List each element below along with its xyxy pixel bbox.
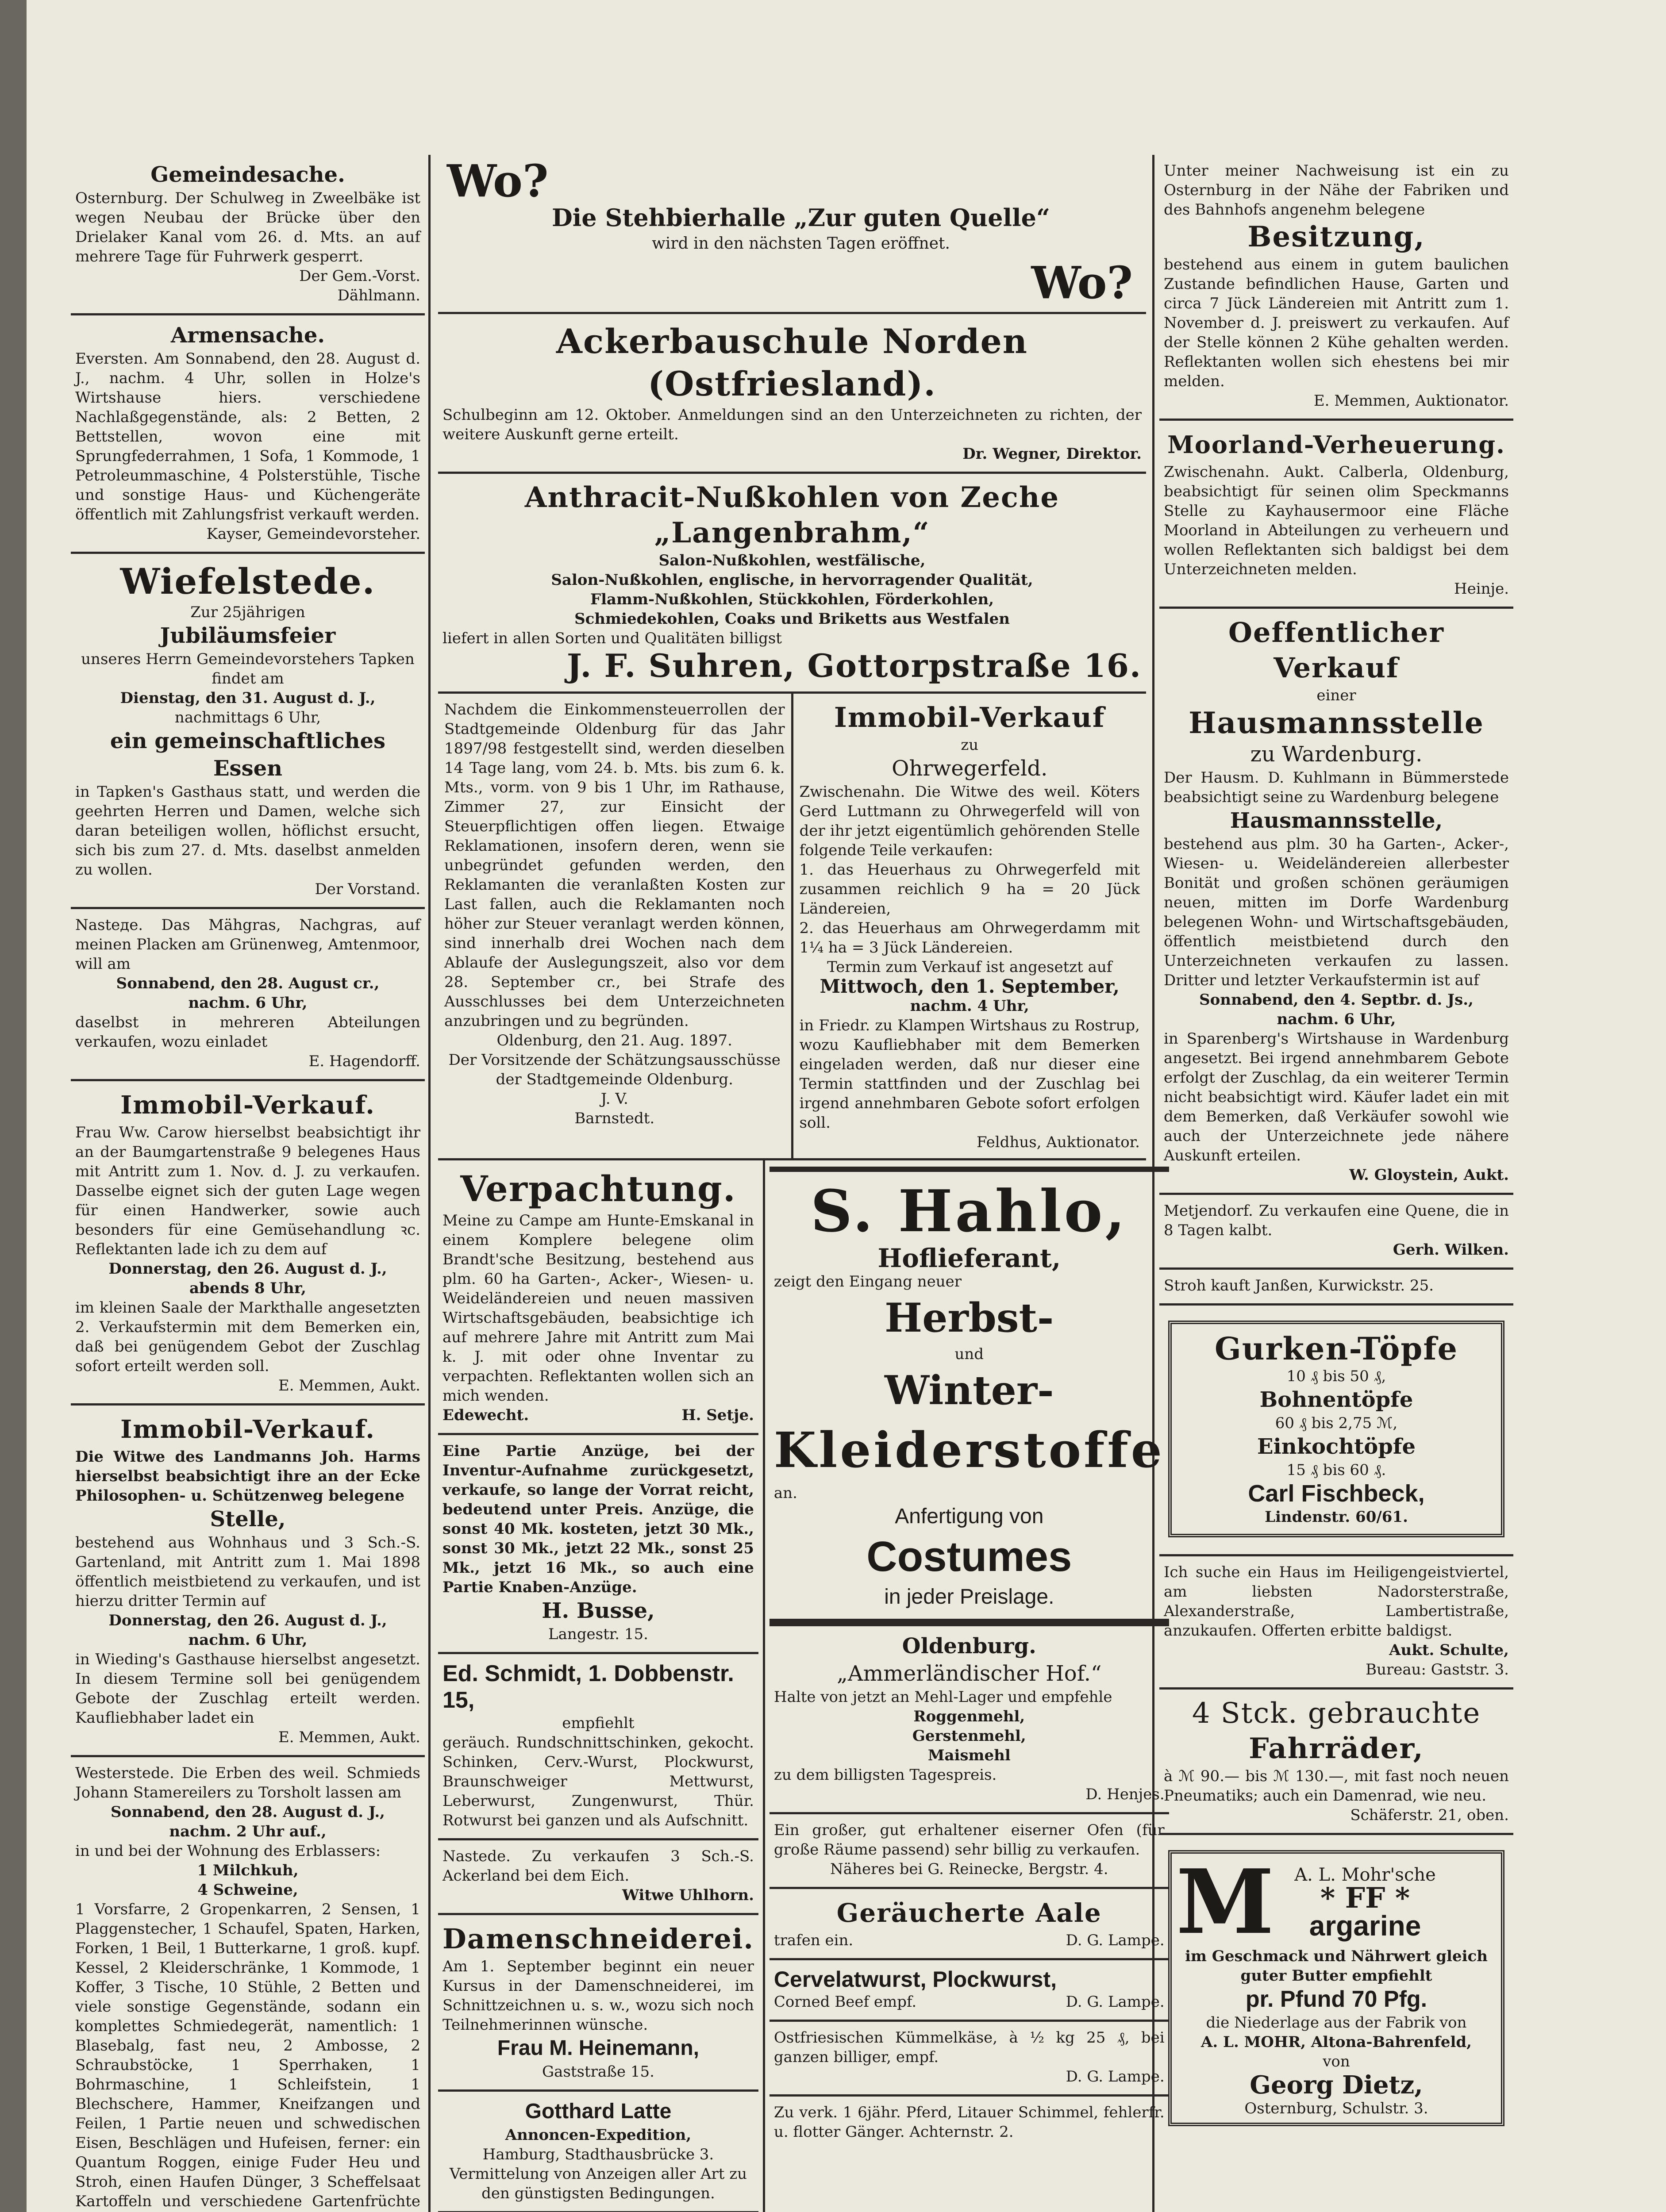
- ad-ackerbauschule: [438, 314, 1146, 474]
- ad-text: Corned Beef empf.: [773, 1993, 917, 2011]
- ad-line: Winter-: [884, 1367, 1054, 1414]
- ad-text: Ein großer, gut erhaltener eiserner Ofen (für große Räume passend) sehr billig zu verkaufen.: [773, 1821, 1165, 1859]
- ad-line: Hausmannsstelle: [1189, 706, 1484, 740]
- ad-line: Salon-Nußkohlen, westfälische,: [658, 552, 926, 569]
- ad-title: Armensache.: [170, 323, 325, 348]
- ad-text: Frau Ww. Carow hierselbst beabsichtigt ihr an der Baumgartenstraße 9 belegenes Haus mit Antritt zum 1. Nov. d. J. zu verkaufen. Dasselbe eignet sich der guten Lage wegen für einen Handwerker, sowie auch besonders für eine Gemüsehandlung ꝛc. Reflektanten lade ich zu dem auf: [75, 1124, 420, 1258]
- ad-margarine: [1159, 1835, 1513, 2143]
- ad-price: pr. Pfund 70 Pfg.: [1245, 1986, 1427, 2012]
- ad-line: ein gemeinschaftliches Essen: [110, 729, 386, 781]
- ad-damenschneiderei: [438, 1915, 758, 2092]
- ad-addr: Bureau: Gaststr. 3.: [1366, 1661, 1509, 1678]
- ad-text: Zwischenahn. Aukt. Calberla, Oldenburg, beabsichtigt für seinen olim Speckmanns Stelle zu Kayhausermoor eine Fläche Moorland in Abteilungen zu verheuern und wollen Reflektanten sich baldigst bei dem Unterzeichneten melden.: [1164, 463, 1509, 578]
- ad-title: 4 Stck. gebrauchte: [1192, 1697, 1481, 1730]
- ad-text: in und bei der Wohnung des Erblassers:: [75, 1842, 381, 1860]
- ad-kummelkase: [770, 2022, 1169, 2097]
- ad-hahlo: [770, 1167, 1169, 1621]
- ad-text: Halte von jetzt an Mehl-Lager und empfehle: [773, 1688, 1112, 1706]
- ad-date: Sonnabend, den 4. Septbr. d. Js.,: [1199, 991, 1474, 1009]
- ad-title: Cervelatwurst, Plockwurst,: [773, 1967, 1057, 1992]
- ad-sign: Der Vorstand.: [315, 880, 420, 898]
- ad-line: A. L. MOHR, Altona-Bahrenfeld,: [1200, 2033, 1472, 2051]
- ad-title: Oeffentlicher Verkauf: [1228, 616, 1444, 684]
- ad-sign: E. Memmen, Aukt.: [278, 1728, 420, 1746]
- ad-line: Schmiedekohlen, Coaks und Briketts aus Westfalen: [574, 610, 1010, 628]
- column-left: [71, 155, 425, 2212]
- ad-line: Vermittelung von Anzeigen aller Art zu den günstigsten Bedingungen.: [449, 2165, 747, 2202]
- ad-text: Nachdem die Einkommensteuerrollen der Stadtgemeinde Oldenburg für das Jahr 1897/98 festgestellt sind, werden dieselben 14 Tage lang, vom 24. b. Mts. bis zum 6. k. Mts., vorm. von 9 bis 1 Uhr, im Rathause, Zimmer 27, zur Einsicht der Steuerpflichtigen offen liegen. Etwaige Reklamationen, insofern deren, wenn sie unbegründet gefunden werden, den Reklamanten die veranlaßten Kosten zur Last fallen, auch die Reklamanten noch höher zur Steuer veranlagt werden können, sind innerhalb drei Wochen nach dem Ablaufe der Auslegungszeit, also vor dem 28. September cr., bei Strafe des Ausschlusses bei dem Unterzeichneten anzubringen und zu begründen.: [444, 701, 785, 1030]
- ad-title: Immobil-Verkauf.: [120, 1091, 375, 1120]
- ad-title: Gemeindesache.: [150, 162, 345, 187]
- ad-time: abends 8 Uhr,: [189, 1279, 307, 1297]
- ad-time: nachm. 6 Uhr,: [188, 994, 308, 1012]
- ad-text: zu dem billigsten Tagespreis.: [773, 1766, 997, 1784]
- ad-text: im kleinen Saale der Markthalle angesetzten 2. Verkaufstermin mit dem Bemerken ein, daß bei genügendem Gebot der Zuschlag sofort erteilt werden soll.: [75, 1299, 420, 1375]
- column-middle: [438, 155, 1165, 2212]
- ad-title: Moorland-Verheuerung.: [1167, 430, 1505, 459]
- ad-date: Mittwoch, den 1. September,: [820, 975, 1120, 997]
- ad-line: Herbst-: [885, 1294, 1054, 1341]
- binding-edge: [0, 0, 27, 2212]
- ad-stehbierhalle: [438, 155, 1146, 314]
- ad-item: Roggenmehl,: [913, 1708, 1025, 1725]
- ad-verpachtung: [438, 1160, 758, 1435]
- ad-date: Sonnabend, den 28. August d. J.,: [110, 1803, 385, 1821]
- ad-einkommensteuer: [438, 694, 793, 1158]
- ad-sign: Aukt. Schulte,: [1389, 1641, 1509, 1659]
- ad-item: 4 Schweine,: [197, 1881, 298, 1899]
- ad-line: Ohrwegerfeld.: [892, 756, 1048, 781]
- ad-text: bestehend aus einem in gutem baulichen Zustande befindlichen Hause, Garten und circa 7 Jück Ländereien mit Antritt zum 1. November d. J. preiswert zu verkaufen. Auf der Stelle können 2 Kühe gehalten werden. Reflektanten wollen sich ehestens bei mir melden.: [1164, 256, 1509, 390]
- ad-text: zeigt den Eingang neuer: [773, 1273, 962, 1290]
- ad-text: Zu verk. 1 6jähr. Pferd, Litauer Schimmel, fehlerfr. u. flotter Gänger. Achternstr. 2.: [773, 2104, 1165, 2141]
- ad-sign: Dr. Wegner, Direktor.: [962, 445, 1142, 463]
- lower-right: [765, 1160, 1169, 2212]
- ad-stroh: [1159, 1270, 1513, 1306]
- ad-title: Gurken-Töpfe: [1214, 1330, 1458, 1367]
- ad-title: Verpachtung.: [460, 1168, 736, 1210]
- ad-text: Unter meiner Nachweisung ist ein zu Osternburg in der Nähe der Fabriken und des Bahnhofs angenehm belegene: [1164, 162, 1509, 219]
- ad-line: Fahrräder,: [1249, 1732, 1424, 1765]
- gurken-frame: [1168, 1321, 1504, 1537]
- ad-text: in Wieding's Gasthause hierselbst angesetzt. In diesem Termine soll bei genügendem Gebote der Zuschlag erteilt werden. Kaufliebhaber ladet ein: [75, 1651, 420, 1727]
- ad-row-lower: [438, 1160, 1165, 2212]
- ad-price: 60 ₰ bis 2,75 ℳ,: [1275, 1414, 1398, 1432]
- ad-addr: 1. Dobbenstr. 15,: [442, 1661, 734, 1713]
- ad-line: Zur 25jährigen: [190, 603, 305, 621]
- ad-moorland: [1159, 421, 1513, 609]
- ad-text: Metjendorf. Zu verkaufen eine Quene, die in 8 Tagen kalbt.: [1164, 1202, 1509, 1239]
- ad-metjendorf: [1159, 1195, 1513, 1270]
- ad-line: Hoflieferant,: [877, 1243, 1061, 1273]
- ad-title: Immobil-Verkauf: [834, 701, 1105, 733]
- ad-text: à ℳ 90.— bis ℳ 130.—, mit fast noch neuen Pneumatiks; auch ein Damenrad, wie neu.: [1164, 1767, 1509, 1805]
- ad-text: Eine Partie Anzüge, bei der Inventur-Aufnahme zurückgesetzt, verkaufe, so lange der Vorrat reicht, bedeutend unter Preis. Anzüge, die sonst 40 Mk. kosteten, jetzt 30 Mk., sonst 30 Mk., jetzt 22 Mk., sonst 25 Mk., jetzt 16 Mk., so auch eine Partie Knaben-Anzüge.: [442, 1442, 754, 1596]
- ad-line: Bohnentöpfe: [1259, 1387, 1413, 1412]
- ad-title: Oldenburg.: [902, 1634, 1036, 1659]
- ad-text: Meine zu Campe am Hunte-Emskanal in einem Komplere belegene olim Brandt'sche Besitzung, bestehend aus plm. 60 ha Garten-, Acker-, Wiesen- u. Weideländereien und neuen massiven Wirtschaftsgebäuden, beabsichtige ich auf mehrere Jahre mit Antritt zum Mai k. J. mit oder ohne Inventar zu verpachten. Reflektanten wollen sich an mich wenden.: [442, 1212, 754, 1405]
- ad-text: in Friedr. zu Klampen Wirtshaus zu Rostrup, wozu Kaufliebhaber mit dem Bemerken eingeladen werden, daß nur dieser eine Termin stattfinden und der Zuschlag bei irgend annehmbaren Gebote sofort erfolgen soll.: [799, 1017, 1140, 1132]
- ad-besitzung: [1159, 155, 1513, 421]
- ad-line: und: [954, 1345, 984, 1363]
- ad-text: geräuch. Rundschnittschinken, gekocht. Schinken, Cerv.-Wurst, Plockwurst, Braunschweiger Mettwurst, Leberwurst, Zungenwurst, Thür. Rotwurst bei ganzen und als Aufschnitt.: [442, 1734, 754, 1829]
- ad-text: Stroh kauft Janßen, Kurwickstr. 25.: [1164, 1277, 1434, 1294]
- ad-busse: [438, 1435, 758, 1654]
- ad-sign: Heinje.: [1454, 580, 1509, 598]
- ad-oeffentlicher-verkauf: [1159, 609, 1513, 1195]
- ad-schmidt: [438, 1654, 758, 1840]
- ad-date: Dienstag, den 31. August d. J.,: [120, 689, 376, 707]
- ad-sign: H. Setje.: [681, 1406, 754, 1424]
- ad-text: Ich suche ein Haus im Heiligengeistviertel, am liebsten Nadorsterstraße, Alexanderstraße, Lambertistraße, anzukaufen. Offerten erbitte baldigst.: [1164, 1563, 1509, 1640]
- column-right: [1159, 155, 1513, 2143]
- ad-text: im Geschmack und Nährwert gleich guter Butter empfiehlt: [1185, 1947, 1488, 1985]
- ad-line: Hamburg, Stadthausbrücke 3.: [482, 2146, 714, 2163]
- ad-text: Die Witwe des Landmanns Joh. Harms hierselbst beabsichtigt ihre an der Ecke Philosophen- u. Schützenweg belegene: [75, 1448, 420, 1505]
- ad-title: Wo?: [447, 155, 549, 207]
- ad-sign: Witwe Uhlhorn.: [622, 1886, 754, 1904]
- ad-pferd: [770, 2097, 1169, 2150]
- ad-title: Wiefelstede.: [120, 561, 376, 602]
- ad-sign: E. Memmen, Auktionator.: [1313, 392, 1509, 410]
- ad-item: 1. das Heuerhaus zu Ohrwegerfeld mit zusammen reichlich 9 ha = 20 Jück Ländereien,: [799, 861, 1140, 918]
- ad-aale: [770, 1889, 1169, 1960]
- ad-immobil-carow: [71, 1081, 425, 1406]
- ad-sign: Feldhus, Auktionator.: [976, 1133, 1140, 1151]
- ad-nastede: [71, 909, 425, 1081]
- ad-sign: J. V.: [600, 1090, 628, 1108]
- ad-text: Ostfriesischen Kümmelkäse, à ½ kg 25 ₰, bei ganzen billiger, empf.: [773, 2029, 1165, 2066]
- ad-line: zu Wardenburg.: [1250, 742, 1423, 767]
- lower-left: [438, 1160, 765, 2212]
- ad-place: Edewecht.: [442, 1406, 529, 1424]
- ad-line: wird in den nächsten Tagen eröffnet.: [652, 234, 950, 253]
- ad-addr: Gaststraße 15.: [542, 2063, 654, 2081]
- ad-date: Donnerstag, den 26. August d. J.,: [108, 1612, 387, 1629]
- ad-title: Besitzung,: [1247, 220, 1425, 253]
- ad-line: Flamm-Nußkohlen, Stückkohlen, Förderkohlen,: [590, 591, 994, 608]
- ad-line: zu: [961, 736, 979, 754]
- ad-wiefelstede: [71, 554, 425, 909]
- ad-time: nachmittags 6 Uhr,: [174, 709, 321, 726]
- ad-text: daselbst in mehreren Abteilungen verkaufen, wozu einladet: [75, 1014, 420, 1051]
- ad-sign: E. Memmen, Aukt.: [278, 1377, 420, 1394]
- ad-title: Damenschneiderei.: [442, 1923, 754, 1955]
- ad-addr: Schäferstr. 21, oben.: [1350, 1806, 1509, 1824]
- ad-immobil-ohrwegerfeld: [793, 694, 1147, 1158]
- ad-addr: Lindenstr. 60/61.: [1265, 1508, 1408, 1526]
- ad-item: Gerstenmehl,: [912, 1727, 1026, 1745]
- ad-time: nachm. 6 Uhr,: [188, 1631, 308, 1649]
- ad-price: 10 ₰ bis 50 ₰,: [1286, 1367, 1386, 1385]
- ad-text: Schulbeginn am 12. Oktober. Anmeldungen sind an den Unterzeichneten zu richten, der weitere Auskunft gerne erteilt.: [442, 406, 1142, 443]
- ad-text: 1 Vorsfarre, 2 Gropenkarren, 2 Sensen, 1 Plaggenstecher, 1 Schaufel, Spaten, Harken, Forken, 1 Beil, 1 Butterkarne, 1 groß. kupf. Kessel, 2 Kleiderschränke, 1 Kommode, 1 Koffer, 3 Tische, 10 Stühle, 2 Betten und viele sonstige Gegenstände, sodann ein komplettes Schmiedegerät, namentlich: 1 Blasebalg, fast neu, 2 Ambosse, 2 Schraubstöcke, 1 Sperrhaken, 1 Bohrmaschine, 1 Schleifstein, 1 Blechschere, Hammer, Kneifzangen und Feilen, 1 Partie neuen und schwedischen Eisen, Beschlägen und Hufeisen, ferner: ein Quantum Roggen, einige Fuder Heu und Stroh, einen Haufen Dünger, 3 Scheffelsaat Kartoffeln und verschiedene Gartenfrüchte: [75, 1901, 420, 2210]
- ad-westerstede: [71, 1757, 425, 2212]
- ad-sign: Der Vorsitzende der Schätzungsausschüsse der Stadtgemeinde Oldenburg.: [448, 1051, 781, 1088]
- ad-haus-gesucht: [1159, 1556, 1513, 1690]
- ad-time: nachm. 6 Uhr,: [1277, 1010, 1396, 1028]
- ad-latte: [438, 2092, 758, 2212]
- ad-line: unseres Herrn Gemeindevorstehers Tapken findet am: [81, 650, 415, 687]
- ad-title: Gotthard Latte: [525, 2100, 672, 2123]
- ad-line: Stelle,: [210, 1507, 286, 1532]
- ad-line: Kleiderstoffe: [773, 1421, 1165, 1479]
- ad-title: Anthracit-Nußkohlen von Zeche „Langenbrahm,“: [524, 481, 1060, 549]
- ad-line: an.: [773, 1484, 797, 1502]
- ad-line: von: [1323, 2053, 1350, 2070]
- ad-price: 15 ₰ bis 60 ₰.: [1286, 1461, 1386, 1479]
- ad-gemeindesache: [71, 155, 425, 315]
- ad-line: in jeder Preislage.: [884, 1585, 1054, 1609]
- ad-text: Osternburg. Der Schulweg in Zweelbäke ist wegen Neubau der Brücke über den Drielaker Kanal vom 26. d. Mts. an auf mehrere Tage für Fuhrwerk gesperrt.: [75, 189, 420, 265]
- ad-text: in Sparenberg's Wirtshause in Wardenburg angesetzt. Bei irgend annehmbarem Gebote erfolgt der Zuschlag, da ein weiterer Termin nicht beabsichtigt wird. Käufer ladet ein mit dem Bemerken, daß Verkäufer sowohl wie auch der Unterzeichnete jede nähere Auskunft erteilen.: [1164, 1030, 1509, 1164]
- ad-text: Zwischenahn. Die Witwe des weil. Köters Gerd Luttmann zu Ohrwegerfeld will von der ihr jetzt eigentümlich gehörenden Stelle folgende Teile verkaufen:: [799, 783, 1140, 859]
- ad-line: * FF *: [1320, 1882, 1410, 1915]
- ad-sign: Carl Fischbeck,: [1248, 1480, 1425, 1507]
- ad-text: trafen ein.: [773, 1932, 854, 1949]
- ad-date: Donnerstag, den 26. August d. J.,: [108, 1260, 387, 1278]
- ad-text: Näheres bei G. Reinecke, Bergstr. 4.: [830, 1860, 1108, 1878]
- ad-ammerlaendischer-hof: [770, 1621, 1169, 1814]
- ad-sign: E. Hagendorff.: [308, 1052, 420, 1070]
- ad-text: Westerstede. Die Erben des weil. Schmieds Johann Stamereilers zu Torsholt lassen am: [75, 1764, 420, 1801]
- ad-initial: M: [1176, 1850, 1274, 1954]
- ad-title: Ed. Schmidt,: [442, 1661, 582, 1686]
- ad-nastede-acker: [438, 1840, 758, 1915]
- ad-line: A. L. Mohr'sche: [1294, 1865, 1436, 1885]
- ad-line: Annoncen-Expedition,: [505, 2126, 692, 2144]
- ad-title: Wo?: [1031, 257, 1133, 309]
- ad-sign: Der Gem.-Vorst.: [299, 267, 420, 285]
- ad-sign: D. G. Lampe.: [1066, 1993, 1165, 2011]
- ad-sign: Dählmann.: [337, 287, 420, 304]
- ad-line: empfiehlt: [562, 1714, 635, 1732]
- ad-item: Maismehl: [927, 1747, 1011, 1764]
- ad-addr: Langestr. 15.: [548, 1625, 648, 1643]
- ad-sign: D. G. Lampe.: [1066, 1932, 1165, 1949]
- ad-sign: Kayser, Gemeindevorsteher.: [206, 525, 420, 543]
- ad-line: Einkochtöpfe: [1257, 1434, 1416, 1459]
- ad-addr: Osternburg, Schulstr. 3.: [1244, 2100, 1428, 2117]
- ad-anthracit: [438, 474, 1146, 694]
- ad-ofen: [770, 1814, 1169, 1889]
- column-rule-1: [428, 155, 431, 2212]
- ad-sign: D. Henjes.: [1085, 1786, 1165, 1803]
- ad-line: liefert in allen Sorten und Qualitäten billigst: [442, 630, 782, 647]
- ad-text: Der Hausm. D. Kuhlmann in Bümmerstede beabsichtigt seine zu Wardenburg belegene: [1164, 769, 1509, 806]
- ad-text: bestehend aus plm. 30 ha Garten-, Acker-, Wiesen- u. Weideländereien allerbester Bonität und großen schönen geräumigen neuen, mitten im Dorfe Wardenburg belegenen Wohn- und Wirtschaftsgebäuden, öffentlich meistbietend durch den Unterzeichneten verkaufen zu lassen. Dritter und letzter Verkaufstermin ist auf: [1164, 835, 1509, 989]
- margarine-frame: [1168, 1850, 1504, 2126]
- ad-sign: Georg Dietz,: [1250, 2070, 1423, 2100]
- ad-text: Nastede. Zu verkaufen 3 Sch.-S. Ackerland bei dem Eich.: [442, 1847, 754, 1885]
- ad-time: nachm. 2 Uhr auf.,: [169, 1823, 327, 1840]
- ad-line: „Ammerländischer Hof.“: [837, 1661, 1102, 1686]
- ad-text: Eversten. Am Sonnabend, den 28. August d. J., nachm. 4 Uhr, sollen in Holze's Wirtshause hiers. verschiedene Nachlaßgegenstände, als: 2 Betten, 2 Bettstellen, wovon eine mit Sprungfederrahmen, 1 Sofa, 1 Kommode, 1 Petroleummaschine, 4 Polsterstühle, Tische und sonstige Haus- und Küchengeräte öffentlich mit Zahlungsfrist verkauft werden.: [75, 350, 420, 523]
- ad-item: 2. das Heuerhaus am Ohrwegerdamm mit 1¼ ha = 3 Jück Ländereien.: [799, 919, 1140, 956]
- ad-armensache: [71, 315, 425, 554]
- ad-immobil-harms: [71, 1406, 425, 1757]
- ad-sign: Frau M. Heinemann,: [497, 2036, 699, 2060]
- ad-title: Geräucherte Aale: [836, 1898, 1102, 1928]
- ad-text: Am 1. September beginnt ein neuer Kursus in der Damenschneiderei, im Schnittzeichnen u. s. w., wozu sich noch Teilnehmerinnen wünsche.: [442, 1958, 754, 2034]
- ad-sign: Barnstedt.: [574, 1110, 655, 1127]
- ad-gurken: [1159, 1306, 1513, 1556]
- ad-text: in Tapken's Gasthaus statt, und werden die geehrten Herren und Damen, welche sich daran beteiligen wollen, höflichst ersucht, sich bis zum 27. d. Mts. daselbst anmelden zu wollen.: [75, 783, 420, 879]
- ad-time: nachm. 4 Uhr,: [910, 997, 1029, 1015]
- ad-line: Salon-Nußkohlen, englische, in hervorragender Qualität,: [551, 571, 1033, 589]
- ad-text: bestehend aus Wohnhaus und 3 Sch.-S. Gartenland, mit Antritt zum 1. Mai 1898 öffentlich meistbietend zu verkaufen, und ist hierzu dritter Termin auf: [75, 1534, 420, 1610]
- ad-sign: Gerh. Wilken.: [1393, 1241, 1509, 1259]
- ad-line: Hausmannsstelle,: [1230, 808, 1443, 833]
- ad-sign: D. G. Lampe.: [1066, 2068, 1165, 2085]
- ad-text: die Niederlage aus der Fabrik von: [1206, 2014, 1467, 2032]
- ad-date: Oldenburg, den 21. Aug. 1897.: [496, 1032, 732, 1049]
- ad-row-steuer-immobil: [438, 694, 1146, 1160]
- ad-title: S. Hahlo,: [810, 1177, 1128, 1245]
- ad-title: argarine: [1309, 1910, 1421, 1942]
- ad-title: Ackerbauschule Norden (Ostfriesland).: [556, 322, 1028, 403]
- ad-line: Jubiläumsfeier: [160, 623, 336, 648]
- ad-text: Termin zum Verkauf ist angesetzt auf: [827, 958, 1112, 976]
- ad-line: Costumes: [866, 1533, 1072, 1580]
- ad-line: Anfertigung von: [895, 1505, 1044, 1528]
- ad-cervelatwurst: [770, 1960, 1169, 2022]
- ad-date: Sonnabend, den 28. August cr.,: [116, 975, 380, 992]
- ad-sign: J. F. Suhren, Gottorpstraße 16.: [566, 647, 1142, 684]
- ad-line: Die Stehbierhalle „Zur guten Quelle“: [551, 204, 1050, 232]
- ad-fahrraeder: [1159, 1690, 1513, 1835]
- ad-sign: H. Busse,: [542, 1598, 655, 1623]
- ad-title: Immobil-Verkauf.: [120, 1415, 375, 1444]
- ad-line: einer: [1316, 687, 1356, 704]
- ad-item: 1 Milchkuh,: [197, 1862, 299, 1879]
- ad-text: Nasteде. Das Mähgras, Nachgras, auf meinen Placken am Grünenweg, Amtenmoor, will am: [75, 916, 420, 973]
- ad-sign: W. Gloystein, Aukt.: [1349, 1166, 1509, 1184]
